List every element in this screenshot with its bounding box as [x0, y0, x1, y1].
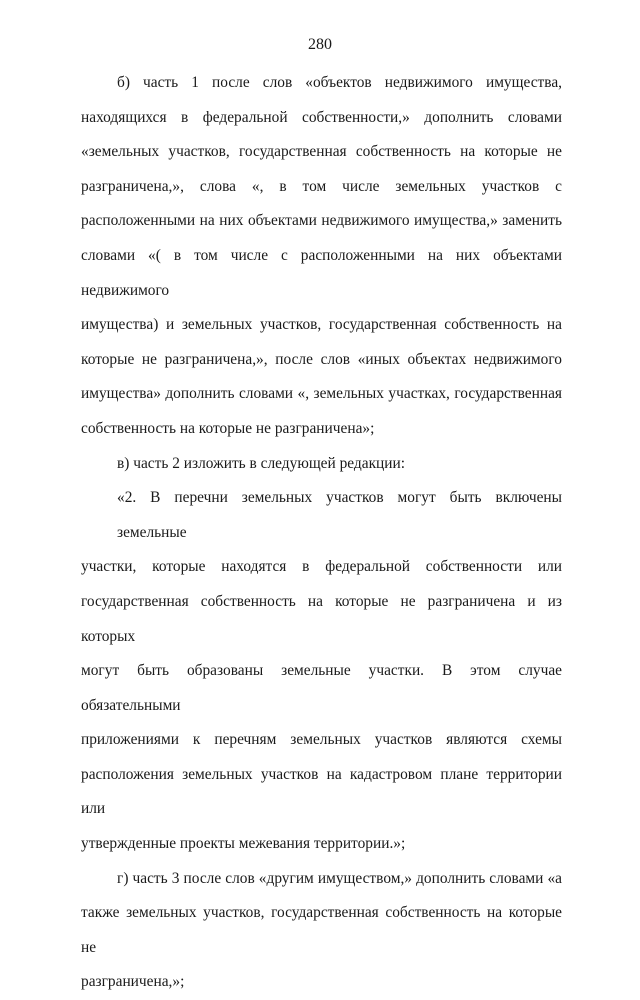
text-line: также земельных участков, государственная собственность на которые не: [81, 904, 562, 956]
text-line: расположенными на них объектами недвижимого имущества,» заменить: [81, 212, 562, 230]
paragraph-2-quote: [81, 481, 562, 862]
page-number: 280: [308, 36, 332, 53]
text-line: участки, которые находятся в федеральной собственности или: [81, 558, 562, 576]
text-line: которые не разграничена,», после слов «иных объектах недвижимого: [81, 350, 562, 368]
text-line: имущества» дополнить словами «, земельных участках, государственная: [81, 385, 562, 403]
text-line: расположения земельных участков на кадастровом плане территории или: [81, 765, 562, 818]
text-line: имущества) и земельных участков, государственная собственность на: [81, 316, 562, 334]
text-line: приложениями к перечням земельных участков являются схемы: [81, 731, 562, 749]
text-line: разграничена,»;: [81, 973, 185, 991]
text-line: словами «( в том числе с расположенными на них объектами недвижимого: [81, 246, 562, 299]
document-body: [81, 66, 562, 1000]
paragraph-v: [81, 447, 562, 482]
paragraph-b: [81, 66, 562, 447]
text-line: в) часть 2 изложить в следующей редакции:: [117, 454, 406, 472]
paragraph-g: [81, 862, 562, 1000]
text-line: утвержденные проекты межевания территории.»;: [81, 835, 406, 853]
text-line: государственная собственность на которые не разграничена и из которых: [81, 592, 562, 645]
text-line: разграничена,», слова «, в том числе земельных участков с: [81, 177, 562, 195]
text-line: находящихся в федеральной собственности,» дополнить словами: [81, 108, 562, 126]
text-line: могут быть образованы земельные участки. В этом случае обязательными: [81, 662, 562, 714]
text-line: «земельных участков, государственная собственность на которые не: [81, 143, 562, 161]
text-line: «2. В перечни земельных участков могут быть включены земельные: [117, 489, 562, 541]
text-line: г) часть 3 после слов «другим имуществом,» дополнить словами «а: [117, 869, 562, 887]
text-line: собственность на которые не разграничена»;: [81, 419, 375, 437]
text-line: б) часть 1 после слов «объектов недвижимого имущества,: [117, 74, 562, 91]
